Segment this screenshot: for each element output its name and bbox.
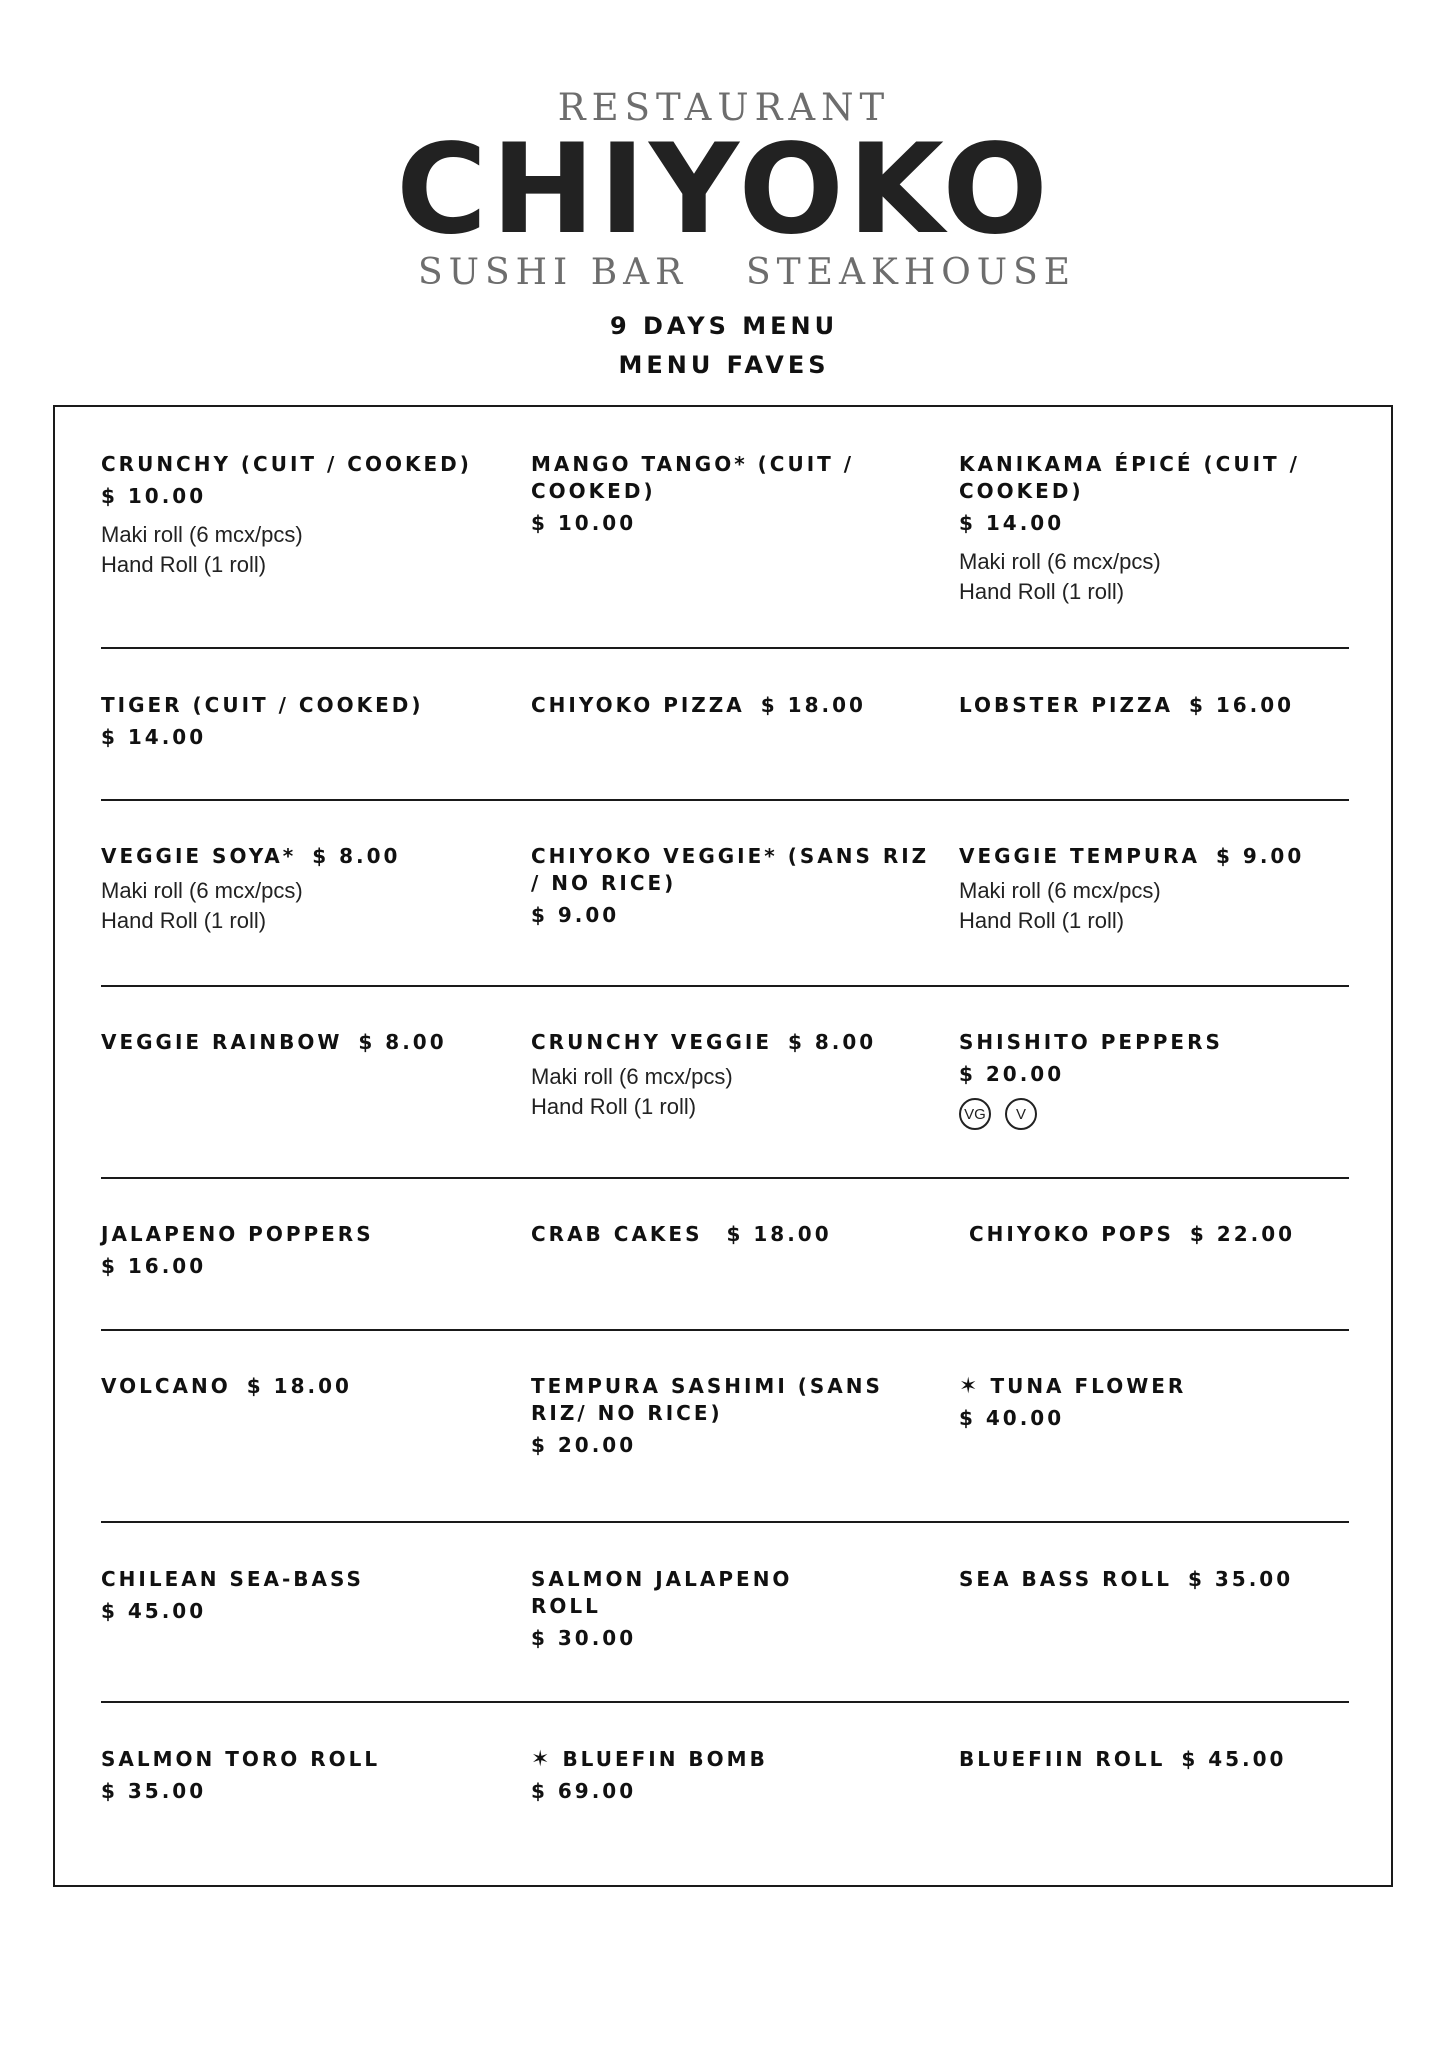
item-name: BLUEFIIN ROLL [959,1747,1166,1771]
restaurant-logo: CHIYOKO [396,118,1052,262]
menu-item [959,692,1359,719]
diet-badges [959,1098,1359,1130]
menu-item [531,1221,931,1248]
item-name: VOLCANO [101,1374,231,1398]
menu-item [959,1746,1359,1773]
item-name: VEGGIE RAINBOW [101,1030,343,1054]
item-price: $ 35.00 [101,1779,207,1803]
item-name: CRUNCHY VEGGIE [531,1030,772,1054]
item-name: JALAPENO POPPERS [101,1222,374,1246]
item-price: $ 8.00 [358,1030,447,1054]
menu-box [53,405,1393,1887]
chef-special-star-icon: ✶ [959,1374,981,1399]
item-name: BLUEFIN BOMB [562,1747,768,1771]
item-name: VEGGIE TEMPURA [959,844,1201,868]
item-name: TUNA FLOWER [990,1374,1187,1398]
maki-roll-note: Maki roll (6 mcx/pcs) [959,878,1161,903]
item-price: $ 69.00 [531,1779,637,1803]
hand-roll-note: Hand Roll (1 roll) [101,908,267,933]
item-name: VEGGIE SOYA* [101,844,297,868]
menu-item [959,451,1359,607]
item-price: $ 18.00 [760,693,866,717]
item-price: $ 10.00 [101,484,207,508]
item-price: $ 16.00 [1188,693,1295,717]
item-name: SEA BASS ROLL [959,1567,1172,1591]
maki-roll-note: Maki roll (6 mcx/pcs) [101,878,303,903]
item-price: $ 8.00 [312,844,401,868]
item-price: $ 10.00 [531,511,637,535]
item-name: CHIYOKO VEGGIE* (SANS RIZ / NO RICE) [531,844,930,895]
vegan-badge-icon: VG [959,1098,991,1130]
menu-item [101,451,501,580]
item-price: $ 20.00 [531,1433,637,1457]
menu-item [959,843,1359,936]
row-divider [101,1329,1349,1331]
item-price: $ 20.00 [959,1062,1065,1086]
item-name: MANGO TANGO* (CUIT / COOKED) [531,452,855,503]
hand-roll-note: Hand Roll (1 roll) [959,908,1125,933]
hand-roll-note: Hand Roll (1 roll) [531,1094,697,1119]
menu-item [101,843,501,936]
hand-roll-note: Hand Roll (1 roll) [101,552,267,577]
item-price: $ 16.00 [101,1254,207,1278]
item-name: TIGER (CUIT / COOKED) [101,693,424,717]
row-divider [101,647,1349,649]
menu-item [959,1373,1359,1432]
menu-title: 9 DAYS MENU [609,312,839,340]
menu-item [101,1373,501,1400]
menu-item [101,692,501,751]
menu-item [531,1373,931,1459]
item-price: $ 9.00 [1216,844,1305,868]
menu-item [531,1746,931,1805]
menu-item [531,843,931,929]
menu-item [969,1221,1369,1248]
tagline-steakhouse: STEAKHOUSE [746,252,1077,293]
item-name: LOBSTER PIZZA [959,693,1173,717]
maki-roll-note: Maki roll (6 mcx/pcs) [959,549,1161,574]
item-name: SALMON JALAPENO ROLL [531,1567,793,1618]
menu-subtitle: MENU FAVES [618,351,830,379]
item-price: $ 22.00 [1189,1222,1296,1246]
item-price: $ 14.00 [101,725,207,749]
hand-roll-note: Hand Roll (1 roll) [959,579,1125,604]
item-desc [959,547,1359,607]
item-price: $ 8.00 [788,1030,877,1054]
item-price: $ 14.00 [959,511,1065,535]
item-name: CRAB CAKES [531,1222,703,1246]
item-desc [101,876,501,936]
item-name: TEMPURA SASHIMI (SANS RIZ/ NO RICE) [531,1374,883,1425]
maki-roll-note: Maki roll (6 mcx/pcs) [101,522,303,547]
menu-item [101,1746,501,1805]
item-name: KANIKAMA ÉPICÉ (CUIT / COOKED) [959,452,1300,503]
item-desc [959,876,1359,936]
menu-item [531,1566,861,1652]
item-name: SALMON TORO ROLL [101,1747,381,1771]
menu-item [101,1566,501,1625]
menu-item [101,1221,501,1280]
item-name: CHIYOKO PIZZA [531,693,745,717]
item-name: CHIYOKO POPS [969,1222,1174,1246]
maki-roll-note: Maki roll (6 mcx/pcs) [531,1064,733,1089]
item-name: SHISHITO PEPPERS [959,1030,1223,1054]
item-price: $ 9.00 [531,903,620,927]
item-price: $ 35.00 [1188,1567,1294,1591]
item-name: CHILEAN SEA-BASS [101,1567,364,1591]
item-desc [101,520,501,580]
menu-item [101,1029,501,1056]
item-price: $ 45.00 [1181,1747,1287,1771]
item-name: CRUNCHY (CUIT / COOKED) [101,452,472,476]
menu-item [959,1566,1359,1593]
menu-item [531,692,931,719]
menu-item [531,1029,931,1122]
vegetarian-badge-icon: V [1005,1098,1037,1130]
row-divider [101,1521,1349,1523]
item-price: $ 40.00 [959,1406,1065,1430]
item-desc [531,1062,931,1122]
item-price: $ 18.00 [726,1222,832,1246]
menu-item [531,451,931,537]
chef-special-star-icon: ✶ [531,1747,553,1772]
item-price: $ 45.00 [101,1599,207,1623]
row-divider [101,1177,1349,1179]
item-price: $ 30.00 [531,1626,637,1650]
menu-item [959,1029,1359,1130]
item-price: $ 18.00 [246,1374,352,1398]
row-divider [101,1701,1349,1703]
row-divider [101,985,1349,987]
tagline-sushi-bar: SUSHI BAR [418,252,689,293]
row-divider [101,799,1349,801]
restaurant-kicker: RESTAURANT [557,86,891,129]
